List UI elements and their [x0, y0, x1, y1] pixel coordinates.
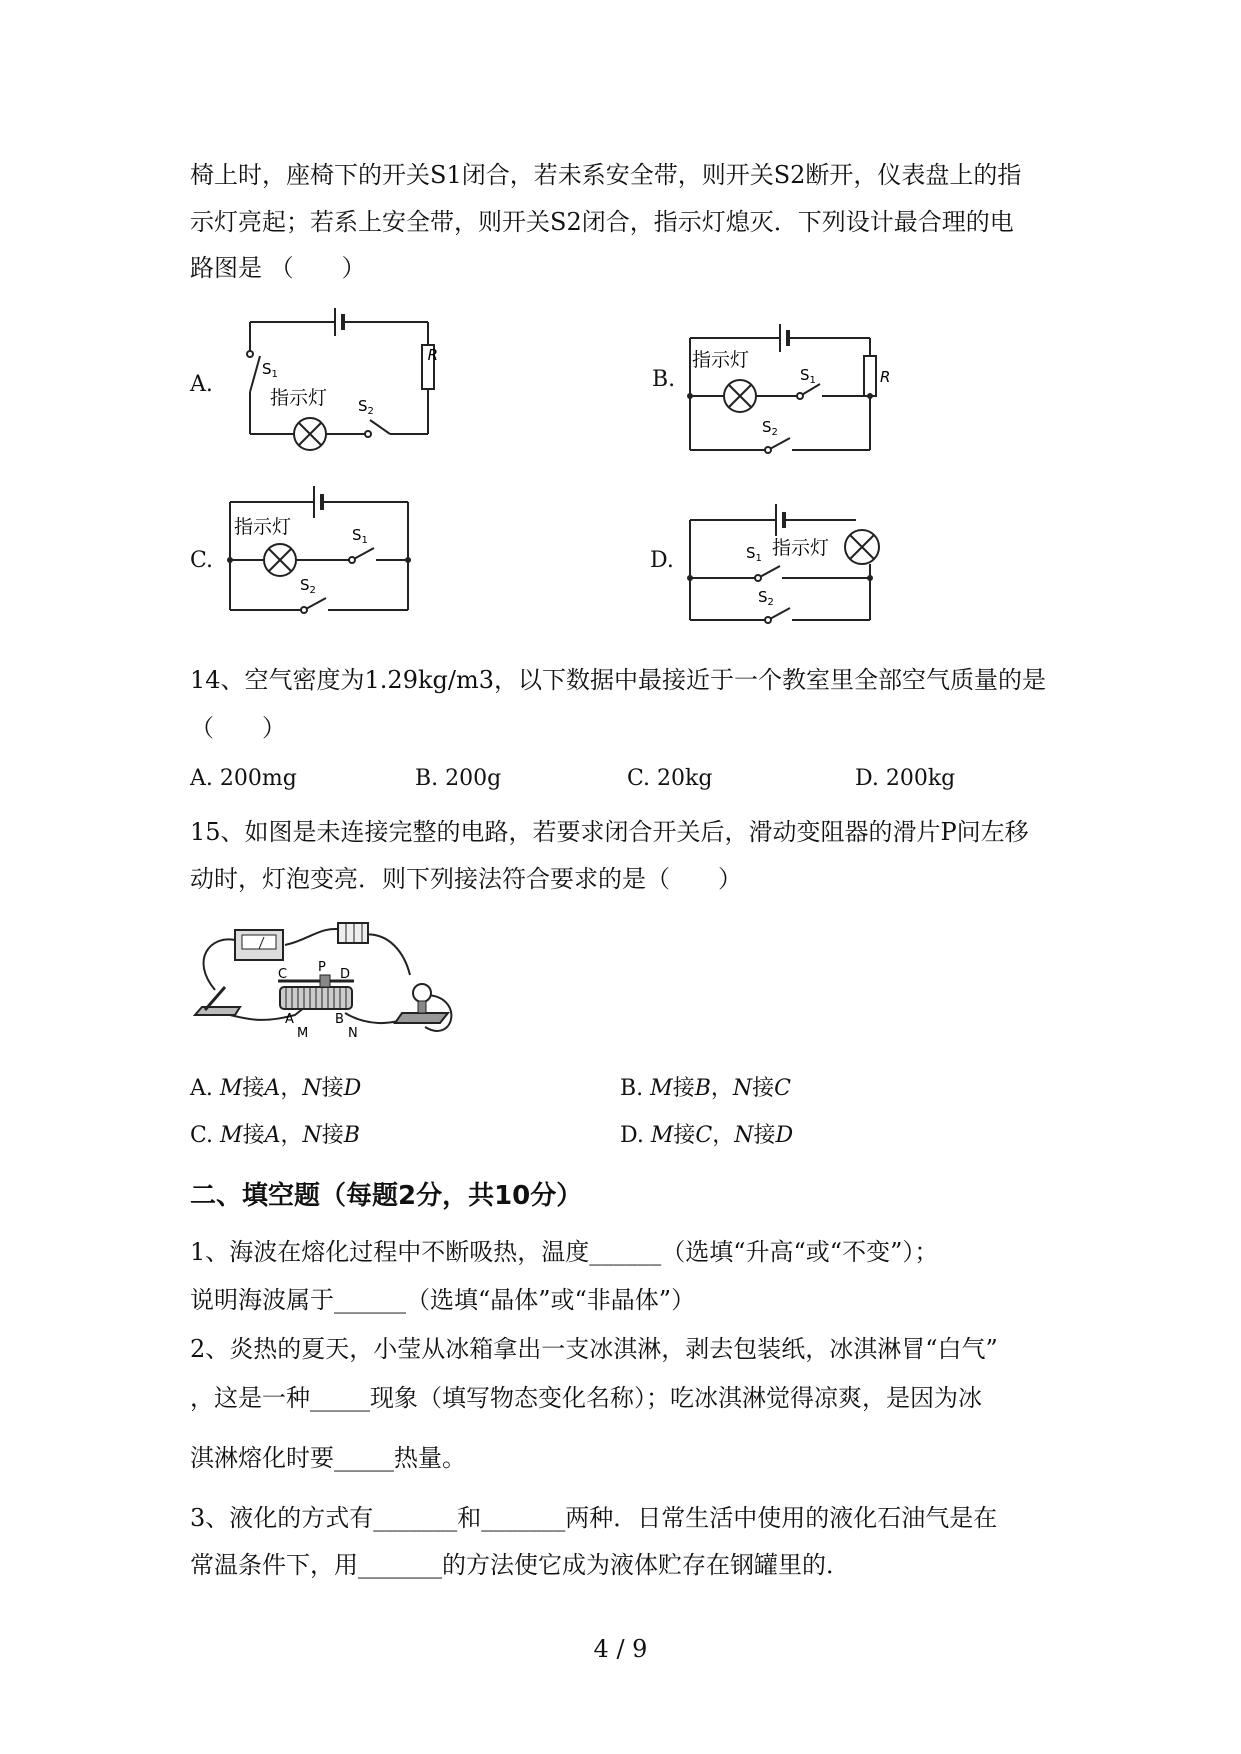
circuit-b-lamp-label: 指示灯	[692, 349, 750, 371]
q13-line-2: 示灯亮起；若系上安全带，则开关S2闭合，指示灯熄灭．下列设计最合理的电	[190, 208, 1014, 236]
q13-option-a-label: A.	[190, 372, 213, 397]
circuit-d-s2-label: $S_2$	[758, 588, 774, 608]
q15-option-a: A. M接A，N接D	[190, 1076, 362, 1101]
fill-q2-line-1: 2、炎热的夏天，小莹从冰箱拿出一支冰淇淋，剥去包装纸，冰淇淋冒“白气”	[190, 1335, 998, 1363]
circuit-b-s2-label: $S_2$	[762, 418, 778, 438]
page-number: 4 / 9	[593, 1635, 648, 1663]
circuit-d-diagram	[680, 490, 880, 630]
fill-q3-line-1: 3、液化的方式有_______和_______两种．日常生活中使用的液化石油气是在	[190, 1504, 998, 1532]
circuit-b-r-label: R	[880, 368, 890, 386]
q15-label-m: M	[297, 1026, 309, 1041]
q14-line-2: （ ）	[190, 714, 286, 742]
q14-line-1: 14、空气密度为1.29kg/m3，以下数据中最接近于一个教室里全部空气质量的是	[190, 666, 1046, 694]
q15-line-1: 15、如图是未连接完整的电路，若要求闭合开关后，滑动变阻器的滑片P问左移	[190, 818, 1029, 846]
q15-label-b: B	[335, 1012, 344, 1027]
q14-option-d: D. 200kg	[855, 766, 956, 791]
q15-circuit-figure	[190, 915, 490, 1045]
circuit-a-diagram	[240, 300, 440, 460]
q14-option-b: B. 200g	[415, 766, 502, 791]
q15-label-a: A	[285, 1012, 294, 1027]
circuit-a-s1-label: $S_1$	[262, 360, 278, 380]
q15-option-c: C. M接A，N接B	[190, 1123, 360, 1148]
q15-line-2: 动时，灯泡变亮．则下列接法符合要求的是（ ）	[190, 865, 742, 893]
circuit-a-s2-label: $S_2$	[358, 397, 374, 417]
q15-label-p: P	[318, 960, 326, 975]
circuit-b-diagram	[680, 310, 890, 460]
circuit-a-r-label: R	[427, 346, 438, 364]
q14-option-c: C. 20kg	[627, 766, 713, 791]
q13-line-1: 椅上时，座椅下的开关S1闭合，若未系安全带，则开关S2断开，仪表盘上的指	[190, 161, 1022, 189]
circuit-d-lamp-label: 指示灯	[772, 537, 830, 559]
q15-label-n: N	[348, 1026, 358, 1041]
q15-option-d: D. M接C，N接D	[620, 1123, 794, 1148]
circuit-c-diagram	[220, 480, 420, 620]
q15-option-b: B. M接B，N接C	[620, 1076, 791, 1101]
fill-q3-line-2: 常温条件下，用_______的方法使它成为液体贮存在钢罐里的．	[190, 1551, 850, 1579]
q15-label-c: C	[278, 967, 288, 982]
section2-heading: 二、填空题（每题2分，共10分）	[190, 1181, 583, 1211]
q13-option-b-label: B.	[652, 367, 676, 392]
circuit-c-s1-label: $S_1$	[352, 526, 368, 546]
circuit-c-s2-label: $S_2$	[300, 576, 316, 596]
fill-q1-line-1: 1、海波在熔化过程中不断吸热，温度______（选填“升高“或“不变”）；	[190, 1238, 939, 1266]
q13-option-d-label: D.	[650, 548, 674, 573]
q14-option-a: A. 200mg	[190, 766, 297, 791]
fill-q2-line-2: ，这是一种_____现象（填写物态变化名称）；吃冰淇淋觉得凉爽，是因为冰	[190, 1384, 982, 1412]
circuit-b-s1-label: $S_1$	[800, 366, 816, 386]
circuit-d-s1-label: $S_1$	[746, 544, 762, 564]
q13-line-3: 路图是 （ ）	[190, 254, 366, 282]
circuit-a-lamp-label: 指示灯	[270, 387, 328, 409]
q13-option-c-label: C.	[190, 548, 214, 573]
q15-label-d: D	[340, 967, 351, 982]
fill-q1-line-2: 说明海波属于______（选填“晶体”或“非晶体”）	[190, 1286, 696, 1314]
fill-q2-line-3: 淇淋熔化时要_____热量。	[190, 1444, 466, 1472]
circuit-c-lamp-label: 指示灯	[234, 516, 292, 538]
